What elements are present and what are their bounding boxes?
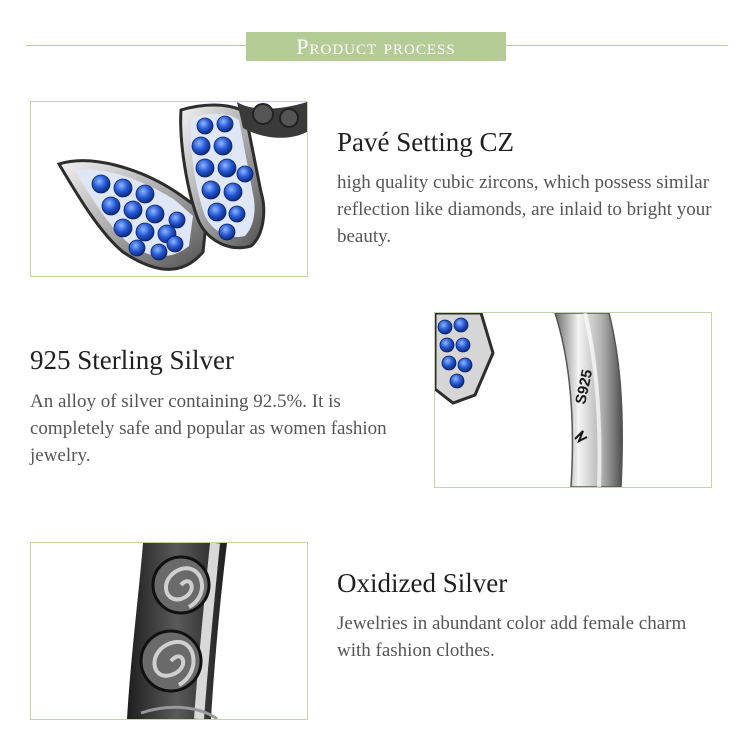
s925-engraving: S925 <box>572 368 597 406</box>
feature-title-oxidized: Oxidized Silver <box>337 568 508 598</box>
butterfly-closeup-image <box>30 101 308 277</box>
rose-1 <box>153 557 209 613</box>
feature-title-silver: 925 Sterling Silver <box>30 345 234 375</box>
rose-band-closeup-image <box>30 542 308 720</box>
banner-title: Product process <box>296 33 456 59</box>
feature-desc-silver: An alloy of silver containing 92.5%. It is completely safe and popular as women fashion jewelry. <box>30 391 387 466</box>
feature-desc-oxidized: Jewelries in abundant color add female charm with fashion clothes. <box>337 613 687 661</box>
header-rule-left <box>26 45 246 46</box>
feature-title-pave: Pavé Setting CZ <box>337 127 514 157</box>
hallmark-closeup-image <box>434 312 712 488</box>
header-rule-right <box>506 45 728 46</box>
feature-desc-pave: high quality cubic zircons, which possess similar reflection like diamonds, are inlaid to bright your beauty. <box>337 172 712 247</box>
section-banner <box>246 32 506 61</box>
rose-2 <box>141 631 201 691</box>
